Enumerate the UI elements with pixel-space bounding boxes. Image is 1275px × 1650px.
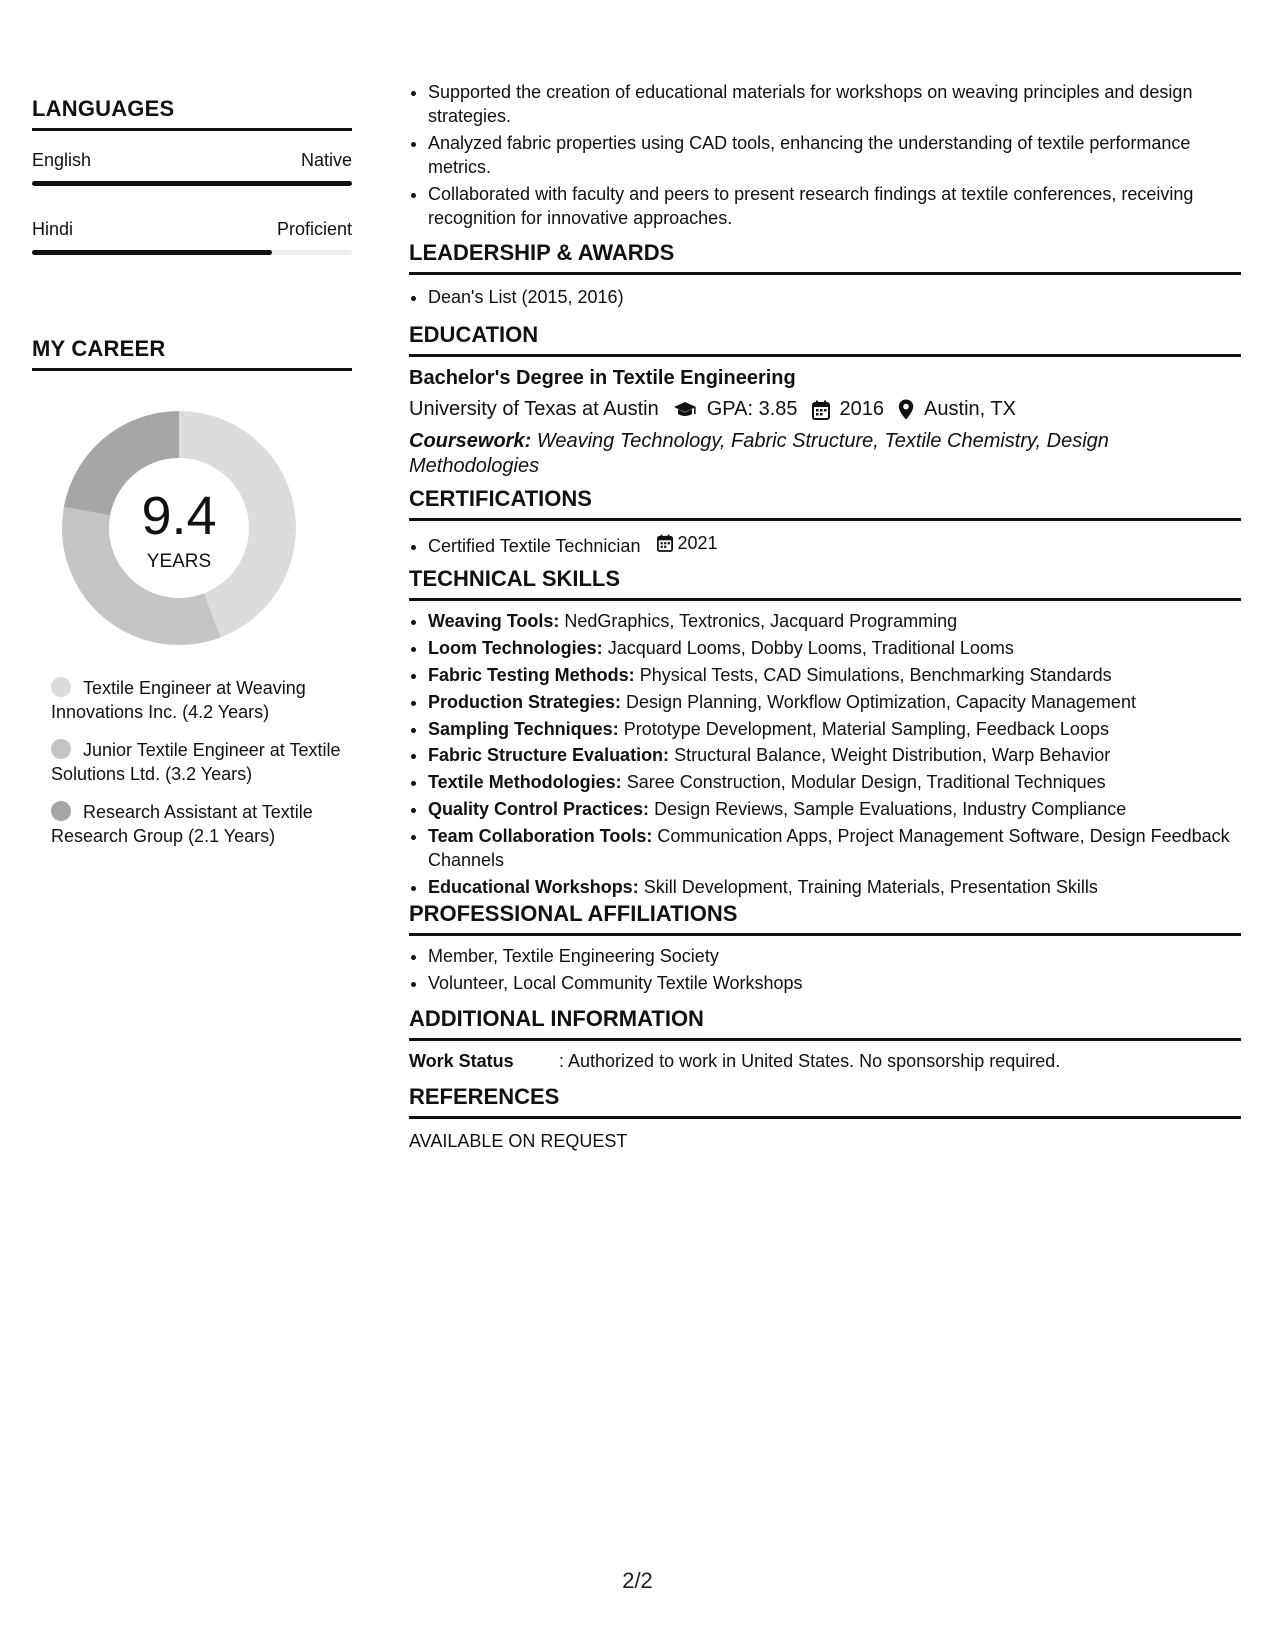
language-level: Proficient (276, 219, 352, 239)
education-year: 2016 (839, 398, 885, 420)
page-number: 2/2 (622, 1568, 653, 1593)
career-legend-label: Textile Engineer at Weaving Innovations Inc. (4.2 Years) (51, 678, 306, 722)
legend-dot-icon (51, 677, 71, 697)
certifications-heading: CERTIFICATIONS (409, 486, 1241, 521)
skill-item (428, 609, 1241, 633)
work-status-label: Work Status (409, 1051, 514, 1071)
education-heading: EDUCATION (409, 322, 1241, 357)
affiliations-heading: PROFESSIONAL AFFILIATIONS (409, 901, 1241, 936)
experience-bullet: • Collaborated with faculty and peers to present research findings at textile conferences, receiving recognition for innovative approaches. (428, 182, 1241, 230)
education-section (409, 322, 1241, 479)
skill-item (428, 770, 1241, 794)
certification-date (657, 531, 717, 555)
skill-label: Team Collaboration Tools: (428, 826, 653, 847)
technical-skills-section (409, 566, 1241, 902)
coursework-text: Weaving Technology, Fabric Structure, Textile Chemistry, Design Methodologies (409, 430, 1109, 477)
legend-dot-icon (51, 801, 71, 821)
skill-item (428, 797, 1241, 821)
certification-item (428, 531, 1241, 558)
location-pin-icon (898, 399, 914, 420)
language-bar-fill (32, 181, 352, 186)
skill-label: Weaving Tools: (428, 611, 560, 631)
skill-text: Skill Development, Training Materials, Presentation Skills (643, 877, 1098, 898)
affiliations-section (409, 901, 1241, 998)
skill-label: Sampling Techniques: (428, 718, 619, 739)
leadership-heading: LEADERSHIP & AWARDS (409, 240, 1241, 275)
career-total-value: 9.4 (141, 486, 217, 546)
legend-dot-icon (51, 739, 71, 759)
skill-text: Structural Balance, Weight Distribution, Warp Behavior (674, 745, 1111, 766)
experience-bullets-section (409, 80, 1241, 233)
career-legend-item (51, 676, 341, 724)
affiliation-item: • Volunteer, Local Community Textile Workshops (428, 971, 1241, 995)
skill-item (428, 743, 1241, 767)
language-name: Hindi (32, 219, 74, 239)
skill-label: Textile Methodologies: (428, 772, 622, 793)
education-gpa: GPA: 3.85 (706, 398, 798, 420)
affiliations-list (409, 944, 1241, 995)
skill-item (428, 824, 1241, 872)
language-bar (32, 181, 352, 186)
certifications-list (409, 531, 1241, 558)
skill-text: Prototype Development, Material Sampling, Feedback Loops (623, 718, 1109, 739)
experience-bullet: • Analyzed fabric properties using CAD tools, enhancing the understanding of textile performance metrics. (428, 131, 1241, 179)
certifications-section (409, 486, 1241, 561)
language-bar (32, 250, 352, 255)
skill-text: Physical Tests, CAD Simulations, Benchmarking Standards (639, 664, 1112, 685)
graduation-cap-icon (673, 401, 697, 419)
calendar-icon (657, 534, 673, 552)
references-heading: REFERENCES (409, 1084, 1241, 1119)
language-name: English (32, 150, 92, 170)
languages-heading: LANGUAGES (32, 96, 352, 131)
calendar-icon (812, 400, 830, 420)
additional-info-section (409, 1006, 1241, 1072)
education-location: Austin, TX (924, 398, 1016, 420)
skill-text: Saree Construction, Modular Design, Traditional Techniques (626, 772, 1106, 793)
work-status-value: : Authorized to work in United States. No sponsorship required. (559, 1051, 1061, 1071)
language-bar-fill (32, 250, 272, 255)
technical-skills-list (409, 609, 1241, 899)
skill-text: Communication Apps, Project Management Software, Design Feedback Channels (428, 826, 1230, 871)
education-coursework (409, 429, 1241, 479)
career-legend-label: Research Assistant at Textile Research Group (2.1 Years) (51, 802, 313, 846)
career-section (32, 336, 352, 371)
affiliation-item: • Member, Textile Engineering Society (428, 944, 1241, 968)
certification-year: 2021 (677, 533, 718, 553)
career-heading: MY CAREER (32, 336, 352, 371)
career-legend-item (51, 800, 341, 848)
language-item-english (32, 150, 352, 186)
career-legend-label: Junior Textile Engineer at Textile Solutions Ltd. (3.2 Years) (51, 740, 341, 784)
education-meta (409, 398, 1241, 421)
education-degree: Bachelor's Degree in Textile Engineering (409, 367, 796, 389)
skill-label: Fabric Structure Evaluation: (428, 745, 670, 766)
references-section (409, 1084, 1241, 1152)
skill-text: Design Reviews, Sample Evaluations, Industry Compliance (654, 799, 1127, 820)
skill-label: Production Strategies: (428, 691, 622, 712)
career-legend (51, 676, 341, 862)
skill-text: Jacquard Looms, Dobby Looms, Traditional Looms (607, 637, 1014, 658)
leadership-section (409, 240, 1241, 312)
skill-item (428, 663, 1241, 687)
skill-item (428, 717, 1241, 741)
languages-section (32, 96, 352, 131)
certification-name: Certified Textile Technician (428, 536, 641, 556)
skill-label: Quality Control Practices: (428, 799, 650, 820)
leadership-list (409, 285, 1241, 309)
additional-info-heading: ADDITIONAL INFORMATION (409, 1006, 1241, 1041)
coursework-label: Coursework: (409, 430, 532, 452)
career-legend-item (51, 738, 341, 786)
skill-label: Fabric Testing Methods: (428, 664, 635, 685)
language-item-hindi (32, 219, 352, 255)
skill-text: Design Planning, Workflow Optimization, Capacity Management (626, 691, 1136, 712)
experience-bullet-list (409, 80, 1241, 230)
skill-item (428, 636, 1241, 660)
skill-label: Educational Workshops: (428, 877, 639, 898)
skill-item (428, 690, 1241, 714)
language-level: Native (300, 150, 352, 170)
career-total-unit: YEARS (146, 551, 212, 572)
skill-text: NedGraphics, Textronics, Jacquard Programming (564, 611, 958, 631)
education-school: University of Texas at Austin (409, 398, 659, 420)
technical-skills-heading: TECHNICAL SKILLS (409, 566, 1241, 601)
references-text: AVAILABLE ON REQUEST (409, 1131, 628, 1151)
work-status-row (409, 1051, 1241, 1072)
skill-item (428, 875, 1241, 899)
skill-label: Loom Technologies: (428, 637, 603, 658)
leadership-item: • Dean's List (2015, 2016) (428, 285, 1241, 309)
experience-bullet: • Supported the creation of educational materials for workshops on weaving principles and design strategies. (428, 80, 1241, 128)
